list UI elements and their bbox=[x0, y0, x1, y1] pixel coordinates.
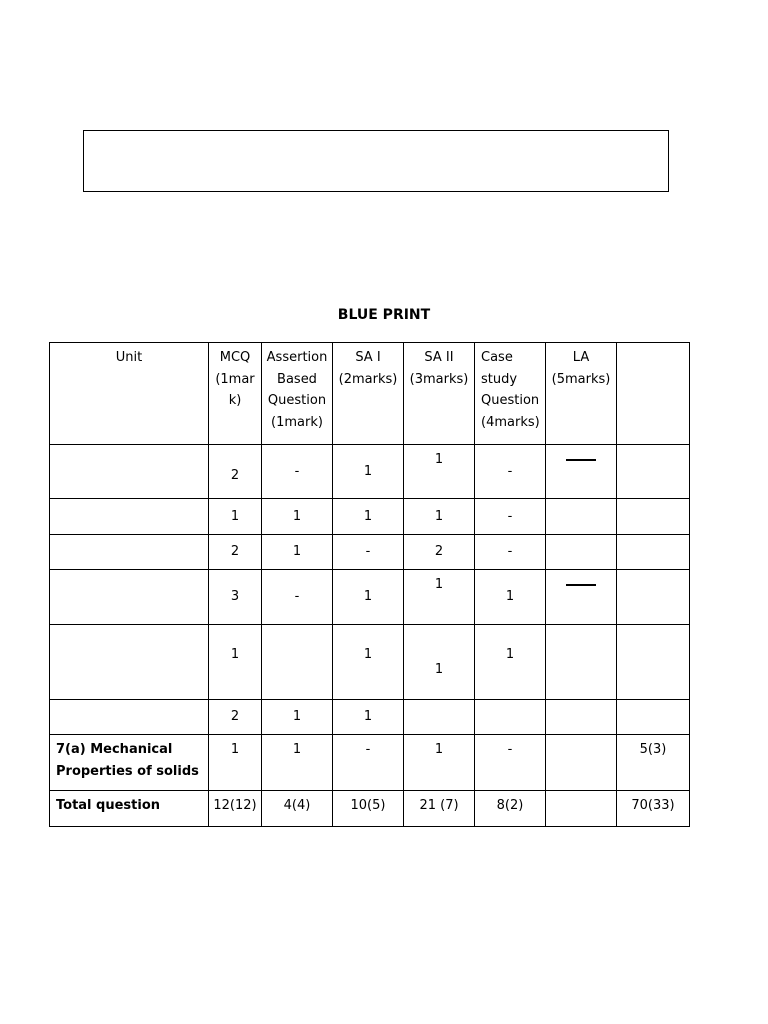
unit-cell: 7(a) Mechanical Properties of solids bbox=[50, 735, 209, 791]
table-row bbox=[50, 499, 690, 535]
la-cell bbox=[546, 625, 617, 700]
sa1-cell: - bbox=[333, 735, 404, 791]
dash-line-icon bbox=[566, 459, 596, 461]
case-cell: 1 bbox=[475, 625, 546, 700]
total-cell bbox=[617, 445, 690, 499]
header-assertion: Assertion Based Question (1mark) bbox=[262, 343, 333, 445]
assertion-cell: 1 bbox=[262, 499, 333, 535]
unit-cell bbox=[50, 445, 209, 499]
mcq-cell: 12(12) bbox=[209, 791, 262, 827]
assertion-cell: 1 bbox=[262, 535, 333, 570]
sa1-cell: 10(5) bbox=[333, 791, 404, 827]
total-cell bbox=[617, 625, 690, 700]
la-cell bbox=[546, 700, 617, 735]
header-la: LA (5marks) bbox=[546, 343, 617, 445]
total-cell bbox=[617, 535, 690, 570]
sa2-cell: 1 bbox=[404, 570, 475, 625]
case-cell bbox=[475, 700, 546, 735]
case-cell: - bbox=[475, 535, 546, 570]
sa1-cell: 1 bbox=[333, 570, 404, 625]
sa1-cell: - bbox=[333, 535, 404, 570]
table-row bbox=[50, 735, 690, 791]
assertion-cell bbox=[262, 625, 333, 700]
sa2-cell: 1 bbox=[404, 735, 475, 791]
table-row bbox=[50, 535, 690, 570]
header-case: Case study Question (4marks) bbox=[475, 343, 546, 445]
sa1-cell: 1 bbox=[333, 625, 404, 700]
mcq-cell: 2 bbox=[209, 700, 262, 735]
la-cell bbox=[546, 735, 617, 791]
blueprint-table bbox=[49, 342, 690, 827]
sa2-cell: 21 (7) bbox=[404, 791, 475, 827]
sa1-cell: 1 bbox=[333, 499, 404, 535]
case-cell: - bbox=[475, 445, 546, 499]
case-cell: - bbox=[475, 735, 546, 791]
sa2-cell: 2 bbox=[404, 535, 475, 570]
header-sa2: SA II (3marks) bbox=[404, 343, 475, 445]
unit-cell bbox=[50, 499, 209, 535]
assertion-cell: - bbox=[262, 570, 333, 625]
la-cell bbox=[546, 445, 617, 499]
table-row bbox=[50, 445, 690, 499]
mcq-cell: 3 bbox=[209, 570, 262, 625]
case-cell: 8(2) bbox=[475, 791, 546, 827]
dash-line-icon bbox=[566, 584, 596, 586]
total-cell bbox=[617, 700, 690, 735]
sa2-cell bbox=[404, 700, 475, 735]
total-cell bbox=[617, 570, 690, 625]
table-row bbox=[50, 570, 690, 625]
total-cell bbox=[617, 499, 690, 535]
sa2-cell: 1 bbox=[404, 445, 475, 499]
total-cell: 5(3) bbox=[617, 735, 690, 791]
la-cell bbox=[546, 499, 617, 535]
sa1-cell: 1 bbox=[333, 700, 404, 735]
assertion-cell: - bbox=[262, 445, 333, 499]
header-row bbox=[50, 343, 690, 445]
assertion-cell: 1 bbox=[262, 700, 333, 735]
la-cell bbox=[546, 791, 617, 827]
header-mcq: MCQ (1mar k) bbox=[209, 343, 262, 445]
assertion-cell: 4(4) bbox=[262, 791, 333, 827]
la-cell bbox=[546, 535, 617, 570]
header-sa1: SA I (2marks) bbox=[333, 343, 404, 445]
unit-cell bbox=[50, 535, 209, 570]
unit-cell: Total question bbox=[50, 791, 209, 827]
sa2-cell: 1 bbox=[404, 499, 475, 535]
mcq-cell: 1 bbox=[209, 625, 262, 700]
mcq-cell: 1 bbox=[209, 735, 262, 791]
table-row bbox=[50, 625, 690, 700]
total-cell: 70(33) bbox=[617, 791, 690, 827]
case-cell: 1 bbox=[475, 570, 546, 625]
mcq-cell: 2 bbox=[209, 445, 262, 499]
mcq-cell: 2 bbox=[209, 535, 262, 570]
mcq-cell: 1 bbox=[209, 499, 262, 535]
unit-cell bbox=[50, 625, 209, 700]
assertion-cell: 1 bbox=[262, 735, 333, 791]
la-cell bbox=[546, 570, 617, 625]
case-cell: - bbox=[475, 499, 546, 535]
table-row bbox=[50, 700, 690, 735]
sa1-cell: 1 bbox=[333, 445, 404, 499]
header-box bbox=[83, 130, 669, 192]
header-total bbox=[617, 343, 690, 445]
sa2-cell: 1 bbox=[404, 625, 475, 700]
total-row bbox=[50, 791, 690, 827]
unit-cell bbox=[50, 570, 209, 625]
unit-cell bbox=[50, 700, 209, 735]
page-title: BLUE PRINT bbox=[337, 307, 431, 323]
header-unit: Unit bbox=[50, 343, 209, 445]
